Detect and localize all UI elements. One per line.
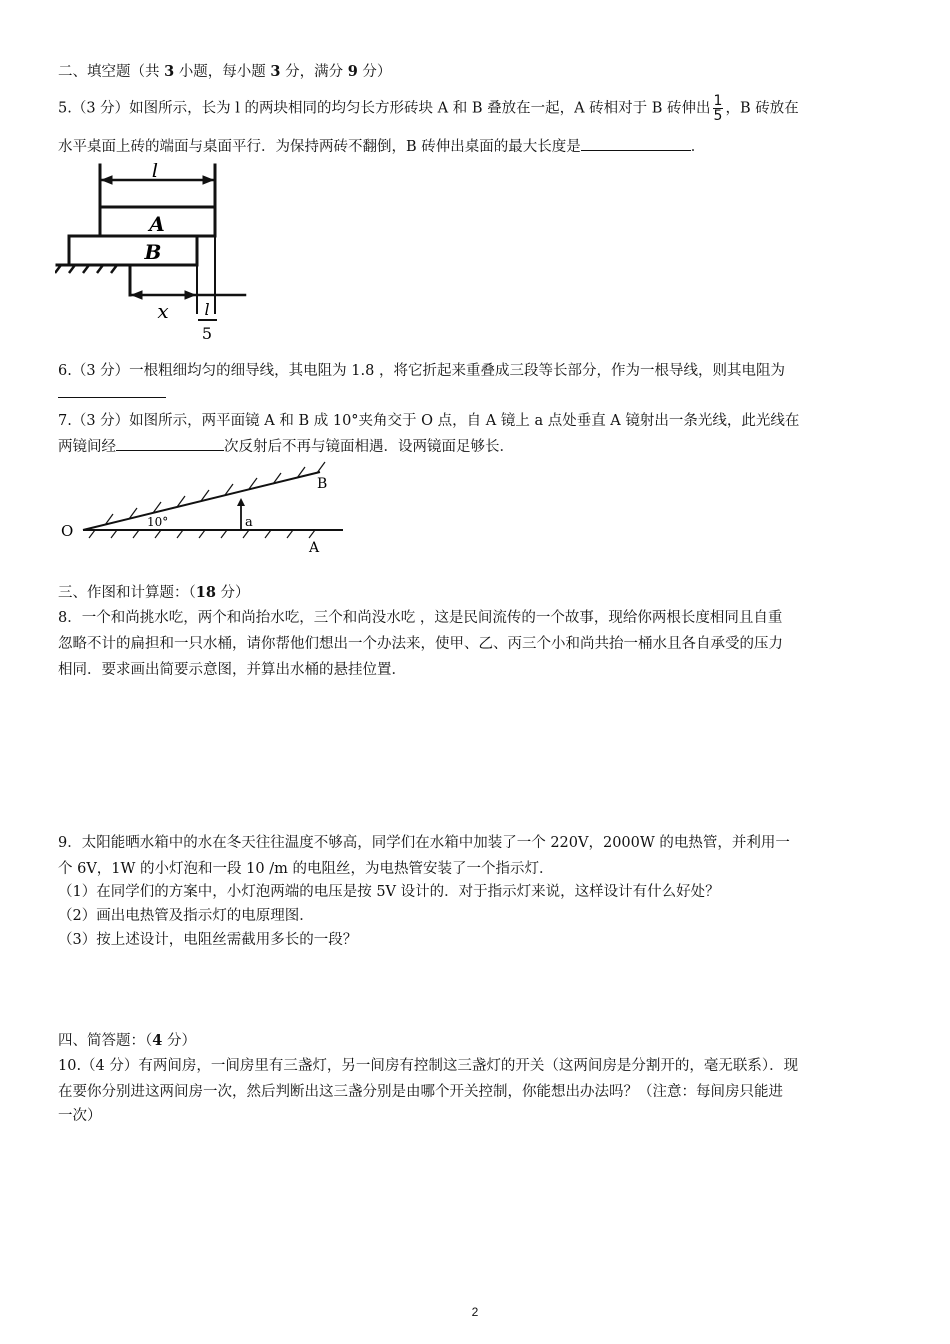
- arrow-head-left: [102, 176, 112, 184]
- section-3-text: 三、作图和计算题：（: [58, 585, 196, 601]
- section-2-each: 3: [270, 63, 281, 80]
- question-5-line-1: [58, 94, 799, 123]
- section-4-text: 四、简答题：（: [58, 1033, 153, 1049]
- section-2-text: 分，满分: [280, 64, 348, 80]
- question-7-line-2: [58, 436, 514, 457]
- section-2-count: 3: [164, 63, 175, 80]
- question-9-line-2: [58, 859, 553, 879]
- label-mirror-a: A: [309, 540, 320, 556]
- question-10-line-3: [58, 1106, 102, 1126]
- arrow-head-right: [203, 176, 213, 184]
- question-10-line-1: [58, 1056, 798, 1076]
- question-8-line-3: [58, 660, 406, 680]
- section-4-points: 4: [152, 1032, 163, 1049]
- light-ray-arrow: [237, 498, 245, 506]
- question-6-text: 6.（3 分）一根粗细均匀的细导线，其电阻为 1.8 ，将它折起来重叠成三段等长部分，作为一根导线，则其电阻为: [58, 363, 785, 379]
- section-3-text: 分）: [215, 585, 250, 601]
- label-a: A: [149, 212, 165, 236]
- question-5-text: ，B 砖放在: [725, 100, 799, 117]
- question-6-line-1: [58, 361, 785, 381]
- label-point-a: a: [245, 515, 253, 530]
- answer-blank-q5[interactable]: [581, 136, 691, 151]
- label-o: O: [61, 522, 74, 540]
- section-4-text: 分）: [162, 1033, 196, 1049]
- question-9-subquestion: （3）按上述设计，电阻丝需截用多长的一段？: [58, 932, 358, 948]
- question-9-line-1: [58, 833, 790, 853]
- question-9-sub-1: [58, 882, 720, 902]
- label-fraction-denominator: 5: [201, 324, 213, 343]
- fraction-numerator: 1: [713, 93, 723, 109]
- section-2-header: [58, 62, 391, 82]
- label-b: B: [144, 240, 162, 264]
- mirror-a-hatching: [89, 530, 315, 538]
- label-x: x: [157, 299, 169, 323]
- label-mirror-b: B: [317, 476, 328, 492]
- answer-blank-q6[interactable]: [58, 383, 166, 398]
- section-4-header: [58, 1031, 196, 1051]
- question-10-text: 一次）: [58, 1108, 102, 1124]
- question-5-text: 5.（3 分）如图所示，长为 l 的两块相同的均匀长方形砖块 A 和 B 叠放在一起，A 砖相对于 B 砖伸出: [58, 100, 711, 117]
- question-6-line-2: [58, 383, 166, 404]
- brick-b: [69, 236, 197, 265]
- section-2-total: 9: [347, 63, 358, 80]
- label-angle: 10°: [147, 515, 169, 529]
- question-9-text: 个 6V，1W 的小灯泡和一段 10 /m 的电阻丝，为电热管安装了一个指示灯．: [58, 861, 554, 877]
- question-5-text: 水平桌面上砖的端面与桌面平行．为保持两砖不翻倒，B 砖伸出桌面的最大长度是: [58, 139, 581, 155]
- question-7-text: 7.（3 分）如图所示，两平面镜 A 和 B 成 10°夹角交于 O 点，自 A 镜上 a 点处垂直 A 镜射出一条光线，此光线在: [58, 413, 800, 429]
- fraction-one-fifth: [713, 94, 724, 123]
- question-8-line-1: [58, 608, 782, 628]
- question-9-sub-2: [58, 906, 314, 926]
- question-9-text: 9．太阳能晒水箱中的水在冬天往往温度不够高，同学们在水箱中加装了一个 220V，2000W 的电热管，并利用一: [58, 835, 790, 851]
- question-9-subquestion: （1）在同学们的方案中，小灯泡两端的电压是按 5V 设计的．对于指示灯来说，这样设计有什么好处？: [58, 884, 720, 900]
- question-10-line-2: [58, 1082, 783, 1102]
- question-8-text: 相同．要求画出简要示意图，并算出水桶的悬挂位置．: [58, 662, 406, 678]
- question-9-sub-3: [58, 930, 357, 950]
- arrow-head-x-left: [132, 291, 142, 299]
- page-number: 2: [471, 1305, 479, 1319]
- question-8-text: 忽略不计的扁担和一只水桶，请你帮他们想出一个办法来，使甲、乙、丙三个小和尚共抬一桶水且各自承受的压力: [58, 636, 783, 652]
- question-10-text: 10.（4 分）有两间房，一间房里有三盏灯，另一间房有控制这三盏灯的开关（这两间房是分割开的，毫无联系）．现: [58, 1058, 799, 1074]
- arrow-head-x-right: [185, 291, 195, 299]
- question-7-text: 两镜间经: [58, 439, 116, 455]
- section-3-points: 18: [195, 584, 216, 601]
- question-7-text: 次反射后不再与镜面相遇．设两镜面足够长．: [224, 439, 514, 455]
- question-5-text: ．: [690, 139, 706, 155]
- question-10-text: 在要你分别进这两间房一次，然后判断出这三盏分别是由哪个开关控制，你能想出办法吗？（注意：每间房只能进: [58, 1084, 783, 1100]
- mirror-diagram: [55, 456, 355, 556]
- label-fraction-numerator: l: [204, 300, 210, 319]
- question-8-text: 8．一个和尚挑水吃，两个和尚抬水吃，三个和尚没水吃 ，这是民间流传的一个故事，现给你两根长度相同且自重: [58, 610, 783, 626]
- section-2-text: 小题，每小题: [174, 64, 271, 80]
- section-2-text: 二、填空题（共: [58, 64, 165, 80]
- fraction-denominator: 5: [713, 108, 723, 124]
- section-3-header: [58, 583, 250, 603]
- label-l: l: [151, 163, 159, 182]
- question-9-subquestion: （2）画出电热管及指示灯的电原理图．: [58, 908, 314, 924]
- question-8-line-2: [58, 634, 783, 654]
- question-5-line-2: [58, 136, 705, 157]
- section-2-text: 分）: [357, 64, 392, 80]
- brick-stack-diagram: [55, 163, 255, 353]
- question-7-line-1: [58, 411, 799, 431]
- answer-blank-q7[interactable]: [116, 436, 224, 451]
